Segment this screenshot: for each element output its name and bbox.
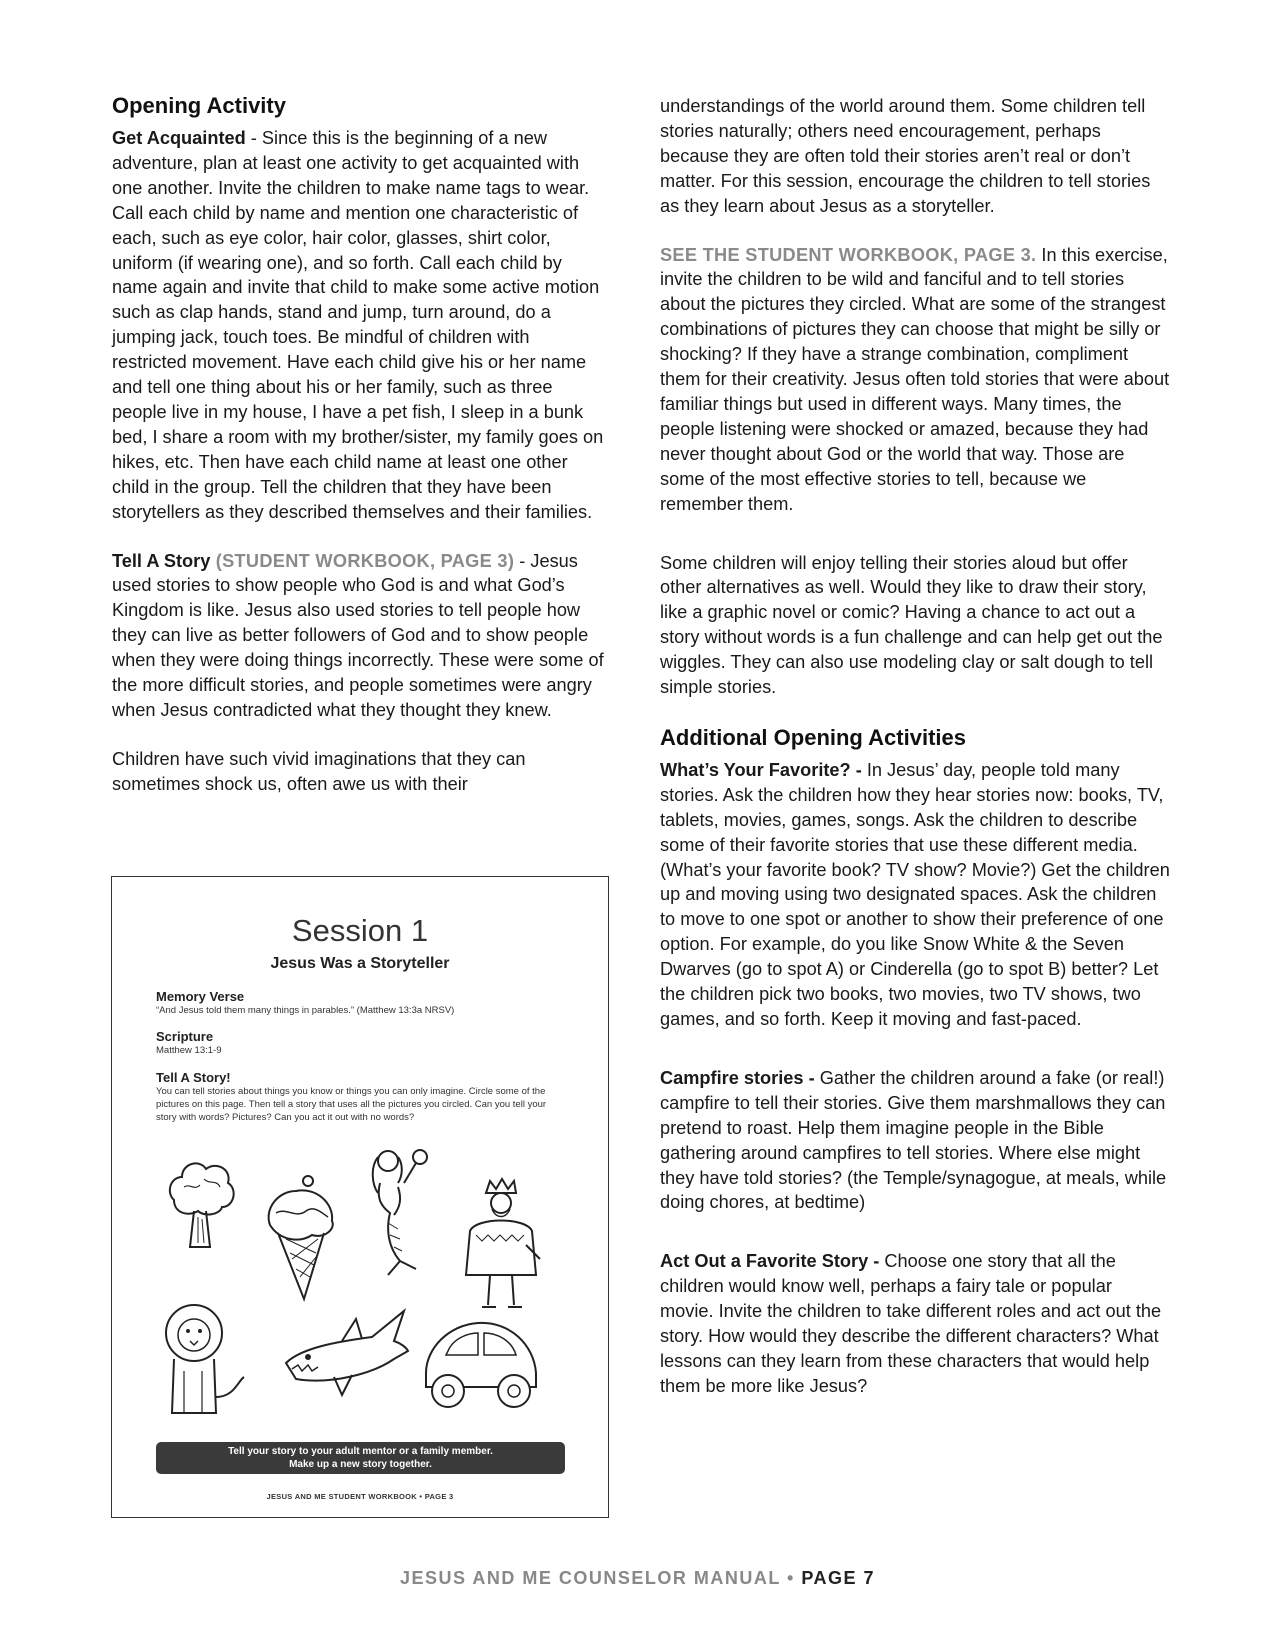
campfire-stories-lead: Campfire stories - <box>660 1067 815 1088</box>
act-out-story-lead: Act Out a Favorite Story - <box>660 1251 880 1272</box>
right-column <box>660 94 1170 1399</box>
get-acquainted-lead: Get Acquainted <box>112 128 246 148</box>
campfire-stories-paragraph <box>660 1066 1170 1215</box>
whats-your-favorite-lead: What’s Your Favorite? - <box>660 759 862 780</box>
car-icon <box>418 1311 542 1415</box>
instruction-line-1: Tell your story to your adult mentor or a family member. <box>228 1446 493 1457</box>
whats-your-favorite-paragraph <box>660 758 1170 1032</box>
footer-page-number: PAGE 7 <box>794 1568 876 1588</box>
memory-verse-heading: Memory Verse <box>156 989 245 1004</box>
ice-cream-icon <box>262 1173 342 1303</box>
mermaid-icon <box>358 1143 436 1283</box>
get-acquainted-paragraph <box>112 126 607 525</box>
page-footer <box>0 1568 1275 1589</box>
additional-activities-heading: Additional Opening Activities <box>660 724 966 750</box>
opening-activity-heading: Opening Activity <box>112 93 286 118</box>
workbook-instruction-bar <box>156 1442 565 1474</box>
shark-icon <box>282 1307 412 1399</box>
alternatives-paragraph: Some children will enjoy telling their stories aloud but offer other alternatives as well. Would they like to draw their story, like a graphic novel or comic? Having a chance to act out a story without words is a fun challenge and can help get out the wiggles. They can also use modeling clay or salt dough to tell simple stories. <box>660 552 1163 698</box>
workbook-session-title: Session 1 <box>291 913 429 948</box>
workbook-page-figure <box>111 876 609 1518</box>
footer-label: JESUS AND ME COUNSELOR MANUAL • <box>399 1568 795 1588</box>
whats-your-favorite-text: In Jesus’ day, people told many stories. Ask the children how they hear stories now: books, TV, tablets, movies, games, songs. Ask the children to describe some of their favorite stories that use these different media. (What’s your favorite book? TV show? Movie?) Get the children up and moving using two designated spaces. Ask the children to move to one spot or another to show their preference of one option. For example, do you like Snow White & the Seven Dwarves (go to spot A) or Cinderella (go to spot B) better? Let the children pick two books, two movies, two TV shows, two games, and so forth. Keep it moving and fast-paced. <box>660 759 1170 1029</box>
imaginations-paragraph: Children have such vivid imaginations that they can sometimes shock us, often awe us with their <box>112 748 526 794</box>
scripture-text: Matthew 13:1-9 <box>156 1045 222 1056</box>
act-out-story-paragraph <box>660 1249 1170 1398</box>
tell-a-story-heading: Tell A Story! <box>156 1070 231 1085</box>
workbook-scripture <box>156 1029 556 1057</box>
tree-icon <box>164 1155 239 1255</box>
act-out-story-text: Choose one story that all the children would know well, perhaps a fairy tale or popular movie. Invite the children to take different roles and act out the story. How would they describe the different characters? What lessons can they learn from these characters that would help them be more like Jesus? <box>660 1251 1162 1396</box>
see-workbook-reference: SEE THE STUDENT WORKBOOK, PAGE 3. <box>660 244 1037 265</box>
instruction-line-2: Make up a new story together. <box>289 1459 432 1470</box>
get-acquainted-text: - Since this is the beginning of a new adventure, plan at least one activity to get acquainted with one another. Invite the children to make name tags to wear. Call each child by name and mention one characteristic of each, such as eye color, hair color, glasses, shirt color, uniform (if wearing one), and so forth. Call each child by name again and invite that child to make some active motion such as clap hands, stand and jump, turn around, do a jumping jack, touch toes. Be mindful of children with restricted movement. Have each child give his or her name and tell one thing about his or her family, such as three people live in my house, I have a pet fish, I sleep in a bunk bed, I share a room with my brother/sister, my family goes on hikes, etc. Then have each child name at least one other child in the group. Tell the children that they have been storytellers as they described themselves and their families. <box>112 128 604 522</box>
king-icon <box>456 1175 542 1315</box>
tell-a-story-instructions: You can tell stories about things you know or things you can only imagine. Circle some of the pictures on this page. Then tell a story that uses all the pictures you circled. Can you tell your story with words? Pictures? Can you act it out with no words? <box>156 1086 547 1123</box>
tell-a-story-reference: (STUDENT WORKBOOK, PAGE 3) <box>210 550 515 571</box>
see-workbook-paragraph <box>660 243 1170 517</box>
tell-a-story-paragraph <box>112 549 607 723</box>
left-column <box>112 92 607 797</box>
understandings-paragraph: understandings of the world around them. Some children tell stories naturally; others need encouragement, perhaps because they are often told their stories aren’t real or don’t matter. For this session, encourage the children to tell stories as they learn about Jesus as a storyteller. <box>660 96 1151 216</box>
workbook-tell-a-story <box>156 1070 566 1124</box>
workbook-subtitle: Jesus Was a Storyteller <box>270 955 450 972</box>
lion-icon <box>154 1301 254 1421</box>
workbook-memory-verse <box>156 989 556 1017</box>
scripture-heading: Scripture <box>156 1029 214 1044</box>
see-workbook-text: In this exercise, invite the children to be wild and fanciful and to tell stories about the pictures they circled. What are some of the strangest combinations of pictures they can choose that might be silly or shocking? If they have a strange combination, compliment them for their creativity. Jesus often told stories that were about familiar things but used in different ways. Many times, the people listening were shocked or amazed, because they had never thought about God or the world that way. Those are some of the most effective stories to tell, because we remember them. <box>660 244 1170 514</box>
memory-verse-text: “And Jesus told them many things in parables.” (Matthew 13:3a NRSV) <box>156 1005 455 1016</box>
tell-a-story-text: - Jesus used stories to show people who God is and what God’s Kingdom is like. Jesus also used stories to tell people how they can live as better followers of God and to show people when they were doing things incorrectly. These were some of the more difficult stories, and people sometimes were angry when Jesus contradicted what they thought they knew. <box>112 550 604 720</box>
workbook-page-footer: JESUS AND ME STUDENT WORKBOOK • PAGE 3 <box>266 1492 454 1501</box>
campfire-stories-text: Gather the children around a fake (or real!) campfire to tell their stories. Give them marshmallows they can pretend to roast. Help them imagine people in the Bible gathering around campfires to tell stories. Where else might they have told stories? (the Temple/synagogue, at meals, while doing chores, at bedtime) <box>660 1067 1167 1213</box>
tell-a-story-lead: Tell A Story <box>112 550 211 571</box>
